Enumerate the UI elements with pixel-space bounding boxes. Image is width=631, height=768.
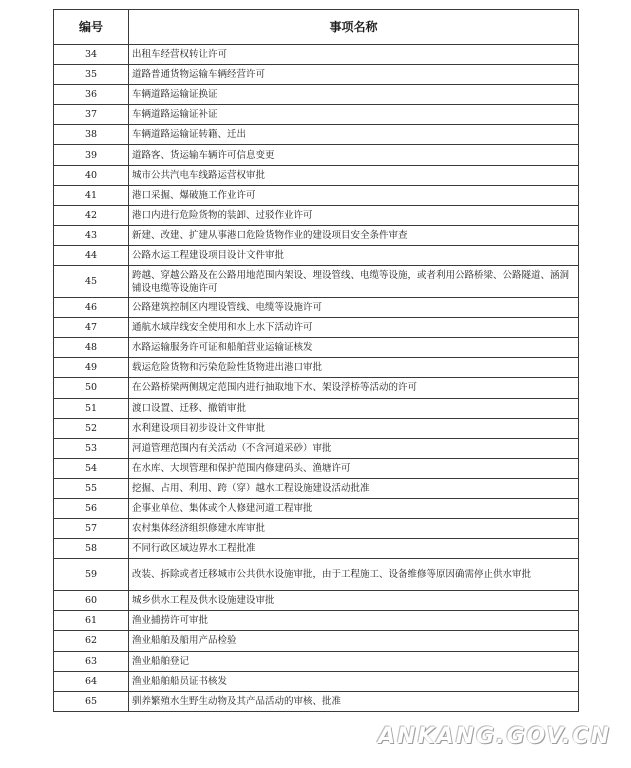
table-row xyxy=(54,266,579,298)
row-item-name: 载运危险货物和污染危险性货物进出港口审批 xyxy=(129,358,579,378)
row-number: 57 xyxy=(54,519,129,539)
header-number: 编号 xyxy=(54,10,129,45)
site-watermark: ANKANG.GOV.CN xyxy=(378,724,611,749)
row-number: 47 xyxy=(54,318,129,338)
table-row xyxy=(54,165,579,185)
table-row xyxy=(54,519,579,539)
row-item-name: 出租车经营权转让许可 xyxy=(129,45,579,65)
row-number: 60 xyxy=(54,591,129,611)
table-row xyxy=(54,338,579,358)
row-number: 53 xyxy=(54,438,129,458)
row-number: 63 xyxy=(54,651,129,671)
table-header-row xyxy=(54,10,579,45)
row-number: 45 xyxy=(54,266,129,298)
table-row xyxy=(54,591,579,611)
row-item-name: 水路运输服务许可证和船舶营业运输证核发 xyxy=(129,338,579,358)
row-item-name: 车辆道路运输证换证 xyxy=(129,85,579,105)
row-item-name: 在公路桥梁两侧规定范围内进行抽取地下水、架设浮桥等活动的许可 xyxy=(129,378,579,398)
table-row xyxy=(54,185,579,205)
table-row xyxy=(54,85,579,105)
row-number: 54 xyxy=(54,458,129,478)
row-number: 36 xyxy=(54,85,129,105)
row-item-name: 渡口设置、迁移、撤销审批 xyxy=(129,398,579,418)
table-row xyxy=(54,245,579,265)
table-row xyxy=(54,378,579,398)
table-row xyxy=(54,559,579,591)
row-item-name: 渔业船舶登记 xyxy=(129,651,579,671)
row-number: 37 xyxy=(54,105,129,125)
row-item-name: 跨越、穿越公路及在公路用地范围内架设、埋设管线、电缆等设施，或者利用公路桥梁、公路隧道、涵洞铺设电缆等设施许可 xyxy=(129,266,579,298)
row-item-name: 挖掘、占用、利用、跨（穿）越水工程设施建设活动批准 xyxy=(129,478,579,498)
row-item-name: 通航水域岸线安全使用和水上水下活动许可 xyxy=(129,318,579,338)
table-row xyxy=(54,418,579,438)
row-number: 61 xyxy=(54,611,129,631)
table-row xyxy=(54,539,579,559)
row-number: 39 xyxy=(54,145,129,165)
table-row xyxy=(54,651,579,671)
table-row xyxy=(54,298,579,318)
row-number: 46 xyxy=(54,298,129,318)
table-body xyxy=(54,45,579,712)
row-number: 49 xyxy=(54,358,129,378)
row-number: 64 xyxy=(54,671,129,691)
row-item-name: 公路水运工程建设项目设计文件审批 xyxy=(129,245,579,265)
row-number: 56 xyxy=(54,498,129,518)
row-item-name: 新建、改建、扩建从事港口危险货物作业的建设项目安全条件审查 xyxy=(129,225,579,245)
table-row xyxy=(54,458,579,478)
row-item-name: 河道管理范围内有关活动（不含河道采砂）审批 xyxy=(129,438,579,458)
row-number: 58 xyxy=(54,539,129,559)
row-number: 43 xyxy=(54,225,129,245)
table-row xyxy=(54,145,579,165)
row-number: 55 xyxy=(54,478,129,498)
row-item-name: 城市公共汽电车线路运营权审批 xyxy=(129,165,579,185)
row-number: 52 xyxy=(54,418,129,438)
table-row xyxy=(54,631,579,651)
table-row xyxy=(54,318,579,338)
row-number: 34 xyxy=(54,45,129,65)
table-row xyxy=(54,358,579,378)
row-item-name: 驯养繁殖水生野生动物及其产品活动的审核、批准 xyxy=(129,691,579,711)
row-number: 62 xyxy=(54,631,129,651)
row-item-name: 改装、拆除或者迁移城市公共供水设施审批，由于工程施工、设备维修等原因确需停止供水审批 xyxy=(129,559,579,591)
row-item-name: 在水库、大坝管理和保护范围内修建码头、渔塘许可 xyxy=(129,458,579,478)
row-number: 38 xyxy=(54,125,129,145)
table-row xyxy=(54,478,579,498)
table-row xyxy=(54,498,579,518)
row-item-name: 港口采掘、爆破施工作业许可 xyxy=(129,185,579,205)
row-item-name: 港口内进行危险货物的装卸、过驳作业许可 xyxy=(129,205,579,225)
row-number: 40 xyxy=(54,165,129,185)
items-table xyxy=(53,9,579,712)
row-number: 35 xyxy=(54,65,129,85)
row-number: 41 xyxy=(54,185,129,205)
row-item-name: 渔业捕捞许可审批 xyxy=(129,611,579,631)
table-row xyxy=(54,611,579,631)
row-item-name: 渔业船舶船员证书核发 xyxy=(129,671,579,691)
row-number: 65 xyxy=(54,691,129,711)
row-item-name: 不同行政区域边界水工程批准 xyxy=(129,539,579,559)
row-item-name: 农村集体经济组织修建水库审批 xyxy=(129,519,579,539)
row-item-name: 渔业船舶及船用产品检验 xyxy=(129,631,579,651)
row-number: 59 xyxy=(54,559,129,591)
table-row xyxy=(54,125,579,145)
row-number: 48 xyxy=(54,338,129,358)
row-item-name: 道路普通货物运输车辆经营许可 xyxy=(129,65,579,85)
table-row xyxy=(54,45,579,65)
table-row xyxy=(54,105,579,125)
table-row xyxy=(54,691,579,711)
row-item-name: 水利建设项目初步设计文件审批 xyxy=(129,418,579,438)
table-row xyxy=(54,398,579,418)
row-item-name: 企事业单位、集体或个人修建河道工程审批 xyxy=(129,498,579,518)
row-number: 42 xyxy=(54,205,129,225)
row-item-name: 车辆道路运输证转籍、迁出 xyxy=(129,125,579,145)
row-number: 51 xyxy=(54,398,129,418)
row-item-name: 公路建筑控制区内埋设管线、电缆等设施许可 xyxy=(129,298,579,318)
table-row xyxy=(54,671,579,691)
row-item-name: 城乡供水工程及供水设施建设审批 xyxy=(129,591,579,611)
row-item-name: 道路客、货运输车辆许可信息变更 xyxy=(129,145,579,165)
header-name: 事项名称 xyxy=(129,10,579,45)
row-item-name: 车辆道路运输证补证 xyxy=(129,105,579,125)
row-number: 50 xyxy=(54,378,129,398)
table-row xyxy=(54,205,579,225)
table-row xyxy=(54,438,579,458)
row-number: 44 xyxy=(54,245,129,265)
table-row xyxy=(54,225,579,245)
table-row xyxy=(54,65,579,85)
